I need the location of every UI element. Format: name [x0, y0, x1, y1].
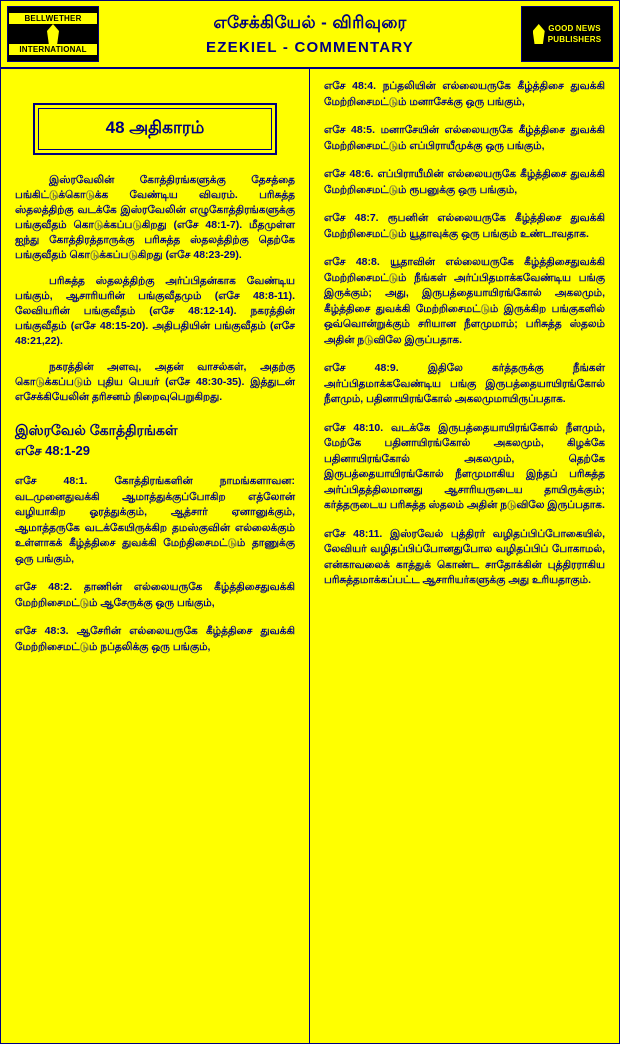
verse-48-8: எசே 48:8. யூதாவின் எல்லையருகே கீழ்த்திசைதுவக்கி மேற்றிசைமட்டும் நீங்கள் அர்ப்பிதமாக்கவேண்டிய பங்கு இருக்கும்; அது, இருபத்தையாயிரங்கோல் அகலமும், கீழ்த்திசை துவக்கி மேற்றிசைமட்டும் இருக்கிற பங்குகளில் ஒவ்வொன்றுக்கும் சரியான நீளமுமாம்; பரிசுத்த ஸ்தலம் அதின் நடுவிலே இருப்பதாக.: [324, 256, 605, 346]
verse-48-2: எசே 48:2. தாணின் எல்லையருகே கீழ்த்திசைதுவக்கி மேற்றிசைமட்டும் ஆசேருக்கு ஒரு பங்கும்,: [15, 581, 295, 609]
verse-48-11: எசே 48:11. இஸ்ரவேல் புத்திரர் வழிதப்பிப்போகையில், லேவியர் வழிதப்பிப்போனதுபோல வழிதப்பிப் போகாமல், என்காவலைக் காத்துக் கொண்ட சாதோக்கின் புத்திரராகிய பரிசுத்தமாக்கப்பட்ட ஆசாரியர்களுக்கு அது உரியதாகும்.: [324, 527, 605, 586]
logo-right-line2: PUBLISHERS: [547, 35, 602, 44]
page-title-english: EZEKIEL - COMMENTARY: [206, 38, 414, 56]
torch-icon: [533, 24, 545, 44]
intro-paragraph-2: பரிசுத்த ஸ்தலத்திற்கு அர்ப்பிதன்காக வேண்டிய பங்கும், ஆசாரியரின் பங்குவீதமும் (எசே 48:8-11). லேவியரின் பங்குவீதம் (எசே 48:12-14). நகரத்தின் பங்குவீதம் (எசே 48:15-20). அதிபதியின் பங்குவீதம் (எசே 48:21,22).: [15, 275, 295, 347]
intro-paragraph-1: இஸ்ரவேலின் கோத்திரங்களுக்கு தேசத்தை பங்கிட்டுக்கொடுக்க வேண்டிய விவரம். பரிசுத்த ஸ்தலத்திற்கு வடக்கே இஸ்ரவேலின் எழுகோத்திரங்களுக்கு பங்குவீதம் கொடுக்கப்படுகிறது (எசே 48:1-7). மீதமுள்ள ஐந்து கோத்திரத்தாருக்கு பரிசுத்த ஸ்தலத்திற்கு தெற்கே பங்குவீதம் கொடுக்கப்படுகிறது (எசே 48:23-29).: [15, 174, 295, 261]
logo-right-graphic: [523, 23, 611, 45]
header-titles: [104, 1, 516, 67]
verse-48-3: எசே 48:3. ஆசேரின் எல்லையருகே கீழ்த்திசை துவக்கி மேற்றிசைமட்டும் நப்தலிக்கு ஒரு பங்கும்,: [15, 625, 295, 653]
page-header: [1, 1, 619, 69]
verse-48-7: எசே 48:7. ரூபனின் எல்லையருகே கீழ்த்திசை துவக்கி மேற்றிசைமட்டும் யூதாவுக்கு ஒரு பங்கும் உண்டாவதாக.: [324, 212, 605, 240]
left-column: [1, 69, 310, 1043]
chapter-title-box: [33, 103, 277, 155]
intro-paragraph-3: நகரத்தின் அளவு, அதன் வாசல்கள், அதற்கு கொடுக்கப்படும் புதிய பெயர் (எசே 48:30-35). இத்துடன் எசேக்கியேலின் தரிசனம் நிறைவுபெறுகிறது.: [15, 361, 295, 403]
logo-left-line1: BELLWETHER: [9, 13, 97, 24]
logo-left-line2: INTERNATIONAL: [9, 44, 97, 55]
verse-48-6: எசே 48:6. எப்பிராயீமின் எல்லையருகே கீழ்த்திசை துவக்கி மேற்றிசைமட்டும் ரூபனுக்கு ஒரு பங்கும்,: [324, 168, 605, 196]
logo-good-news-publishers: [521, 6, 613, 62]
section-reference: எசே 48:1-29: [15, 443, 90, 458]
right-column: [310, 69, 619, 1043]
verse-48-1: எசே 48:1. கோத்திரங்களின் நாமங்களாவன: வடமுனைதுவக்கி ஆமாத்துக்குப்போகிற எத்லோன் வழியாகிற ஓரத்துக்கும், ஆத்சார் ஏனானுக்கும், ஆமாத்தருகே வடக்கேயிருக்கிற தமஸ்குவின் எல்லைக்கும் உள்ளாகக் கீழ்த்திசை துவக்கி மேற்திசைமட்டும் தாணுக்கு ஒரு பங்கும்,: [15, 475, 295, 565]
page-body: [1, 69, 619, 1043]
logo-bellwether-international: [7, 6, 99, 62]
verse-48-4: எசே 48:4. நப்தலியின் எல்லையருகே கீழ்த்திசை துவக்கி மேற்றிசைமட்டும் மனாசேக்கு ஒரு பங்கும்,: [324, 80, 605, 108]
verse-48-10: எசே 48:10. வடக்கே இருபத்தையாயிரங்கோல் நீளமும், மேற்கே பதினாயிரங்கோல் அகலமும், கிழக்கே பதினாயிரங்கோல் அகலமும், தெற்கே இருபத்தையாயிரங்கோல் நீளமுமாகிய இந்தப் பரிசுத்த அர்ப்பிதத்திலமானது ஆசாரியருடைய தாயிருக்கும்; கர்த்தருடைய பரிசுத்த ஸ்தலம் அதின் நடுவிலே இருப்பதாக.: [324, 421, 605, 511]
verse-48-9: எசே 48:9. இதிலே கர்த்தருக்கு நீங்கள் அர்ப்பிதமாக்கவேண்டிய பங்கு இருபத்தையாயிரங்கோல் நீளமும், பதினாயிரங்கோல் அகலமுமாயிருப்பதாக.: [324, 362, 605, 405]
logo-right-line1: GOOD NEWS: [548, 24, 601, 33]
logo-left-graphic: [9, 24, 97, 44]
chapter-title: 48 அதிகாரம்: [38, 108, 272, 150]
section-heading: இஸ்ரவேல் கோத்திரங்கள்: [15, 422, 178, 438]
torch-icon: [47, 24, 59, 44]
verse-48-5: எசே 48:5. மனாசேயின் எல்லையருகே கீழ்த்திசை துவக்கி மேற்றிசைமட்டும் எப்பிராயீமுக்கு ஒரு பங்கும்,: [324, 124, 605, 152]
page-title-tamil: எசேக்கியேல் - விரிவுரை: [213, 12, 407, 32]
